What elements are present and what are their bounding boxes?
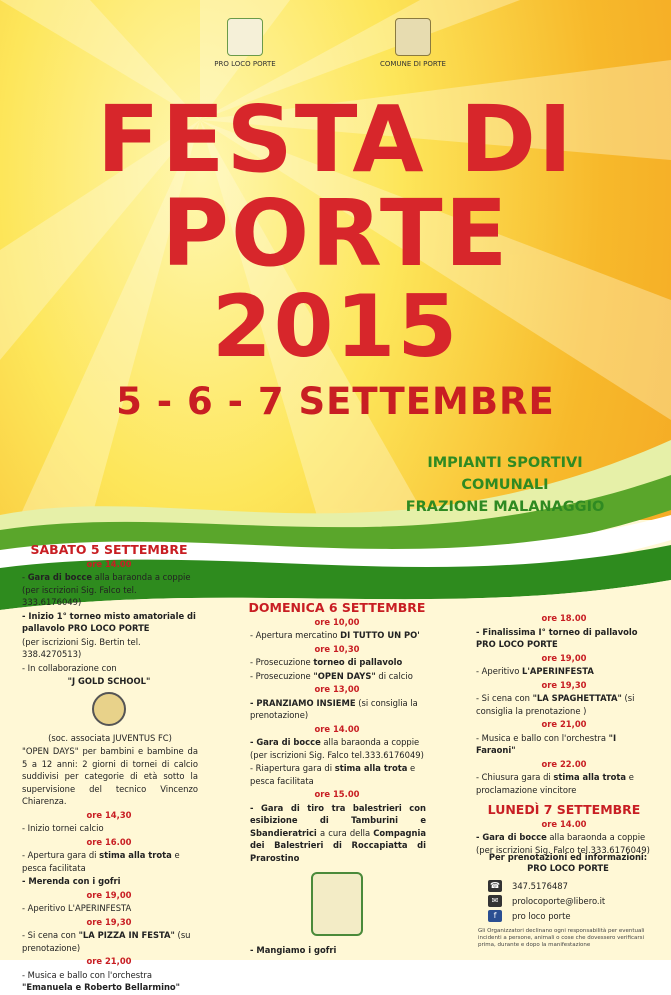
time-label: ore 18.00: [541, 613, 587, 623]
time-label: ore 14,30: [86, 809, 132, 820]
time-label: ore 14.00: [86, 558, 132, 569]
pro-loco-logo: [200, 18, 290, 68]
title-line-2: PORTE: [161, 180, 510, 287]
event-item: - Gara di bocce alla baraonda a coppie (per iscrizioni Sig. Falco tel. 333.6176049): [22, 572, 191, 607]
event-item: - Prosecuzione torneo di pallavolo: [250, 657, 403, 667]
event-item: (soc. associata JUVENTUS FC): [48, 732, 172, 743]
disclaimer: Gli Organizzatori declinano ogni responsabilità per eventuali incidenti a persone, animali o cose che dovessero verificarsi prima, durante e dopo la manifestazione: [478, 928, 645, 948]
contact-box: [478, 852, 658, 925]
event-item: - Gara di bocce alla baraonda a coppie (per iscrizioni Sig. Falco tel.333.6176049): [250, 737, 424, 760]
time-label: ore 10,30: [314, 643, 360, 654]
time-label: ore 22.00: [541, 758, 587, 769]
comune-crest-icon: [395, 18, 431, 56]
event-item: - Mangiamo i gofri: [250, 945, 337, 955]
saturday-column: [20, 544, 198, 995]
email-address[interactable]: prolocoporte@libero.it: [512, 896, 606, 906]
time-label: ore 14.00: [541, 818, 587, 829]
event-item: - Inizio tornei calcio: [22, 823, 104, 833]
event-item: - In collaborazione con: [22, 662, 117, 673]
event-item: - Si cena con "LA SPAGHETTATA" (si consiglia la prenotazione ): [476, 693, 635, 716]
sunday-monday-column: [474, 612, 654, 857]
event-item: - PRANZIAMO INSIEME (si consiglia la prenotazione): [250, 697, 418, 720]
event-item: - Aperitivo L'APERINFESTA: [476, 666, 594, 676]
time-label: ore 19,00: [541, 652, 587, 663]
title-line-3: 2015: [211, 277, 460, 377]
phone-icon: ☎: [488, 880, 502, 892]
event-item: - Merenda con i gofri: [22, 876, 121, 886]
day-heading: DOMENICA 6 SETTEMBRE: [248, 600, 426, 615]
event-item: - Musica e ballo con l'orchestra "Emanuela e Roberto Bellarmino": [22, 969, 181, 992]
contact-phone: [488, 880, 658, 892]
event-item: "OPEN DAYS" per bambini e bambine da 5 a 12 anni: 2 giorni di tornei di calcio suddivisi per categorie di età sotto la supervisione del tecnico Vincenzo Chiarenza.: [22, 746, 198, 806]
time-label: ore 21,00: [541, 719, 587, 729]
event-item: - Si cena con "LA PIZZA IN FESTA" (su prenotazione): [22, 930, 191, 953]
sunday-column: [248, 602, 426, 958]
festival-dates: 5 - 6 - 7 SETTEMBRE: [116, 380, 555, 423]
time-label: ore 19,00: [86, 889, 132, 900]
venue-line-2: COMUNALI: [461, 477, 549, 493]
time-label: ore 19,30: [541, 679, 587, 690]
event-item: - Prosecuzione "OPEN DAYS" di calcio: [250, 670, 413, 681]
day-heading: LUNEDÌ 7 SETTEMBRE: [487, 802, 641, 817]
title-line-1: FESTA DI: [96, 86, 575, 193]
event-item: - Aperitivo L'APERINFESTA: [22, 903, 132, 913]
event-item: - Apertura mercatino DI TUTTO UN PO': [250, 630, 420, 640]
balestrieri-emblem-icon: [311, 872, 363, 936]
contact-heading: Per prenotazioni ed informazioni: PRO LOCO PORTE: [488, 852, 648, 873]
pro-loco-emblem-icon: [227, 18, 263, 56]
event-item: - Gara di tiro tra balestrieri con esibizione di Tamburini e Sbandieratrici a cura della Compagnia dei Balestrieri di Roccapiatta di Prarostino: [250, 802, 426, 863]
juventus-school-badge-icon: [92, 692, 126, 726]
school-name: "J GOLD SCHOOL": [67, 676, 151, 686]
venue-line-1: IMPIANTI SPORTIVI: [427, 455, 583, 471]
event-item: - Finalissima I° torneo di pallavolo PRO LOCO PORTE: [476, 626, 638, 649]
time-label: ore 13,00: [314, 684, 360, 694]
event-item: - Riapertura gara di stima alla trota e pesca facilitata: [250, 763, 416, 786]
comune-label: COMUNE DI PORTE: [380, 60, 446, 68]
event-item: - Musica e ballo con l'orchestra "I Faraoni": [476, 732, 617, 755]
event-item: - Gara di bocce alla baraonda a coppie (per iscrizioni Sig. Falco tel.333.6176049): [476, 832, 650, 855]
phone-number: 347.5176487: [512, 881, 568, 891]
contact-email: [488, 895, 658, 907]
time-label: ore 16.00: [86, 836, 132, 847]
facebook-icon: f: [488, 910, 502, 922]
venue-line-3: FRAZIONE MALANAGGIO: [405, 499, 605, 515]
comune-logo: [368, 18, 458, 68]
time-label: ore 10,00: [314, 616, 360, 627]
event-item: (per iscrizioni Sig. Bertin tel. 338.4270513): [22, 636, 141, 659]
time-label: ore 14.00: [314, 723, 360, 734]
time-label: ore 15.00: [314, 789, 360, 799]
pro-loco-label: PRO LOCO PORTE: [214, 60, 276, 68]
event-item: - Chiusura gara di stima alla trota e proclamazione vincitore: [476, 772, 634, 795]
time-label: ore 19,30: [86, 916, 132, 927]
day-heading: SABATO 5 SETTEMBRE: [30, 542, 188, 557]
venue: [370, 452, 640, 518]
event-item: - Apertura gara di stima alla trota e pesca facilitata: [22, 850, 180, 873]
contact-facebook: [488, 910, 658, 922]
event-item: - Inizio 1° torneo misto amatoriale di pallavolo PRO LOCO PORTE: [22, 610, 196, 633]
facebook-page[interactable]: pro loco porte: [512, 911, 571, 921]
email-icon: ✉: [488, 895, 502, 907]
time-label: ore 21,00: [86, 956, 132, 966]
